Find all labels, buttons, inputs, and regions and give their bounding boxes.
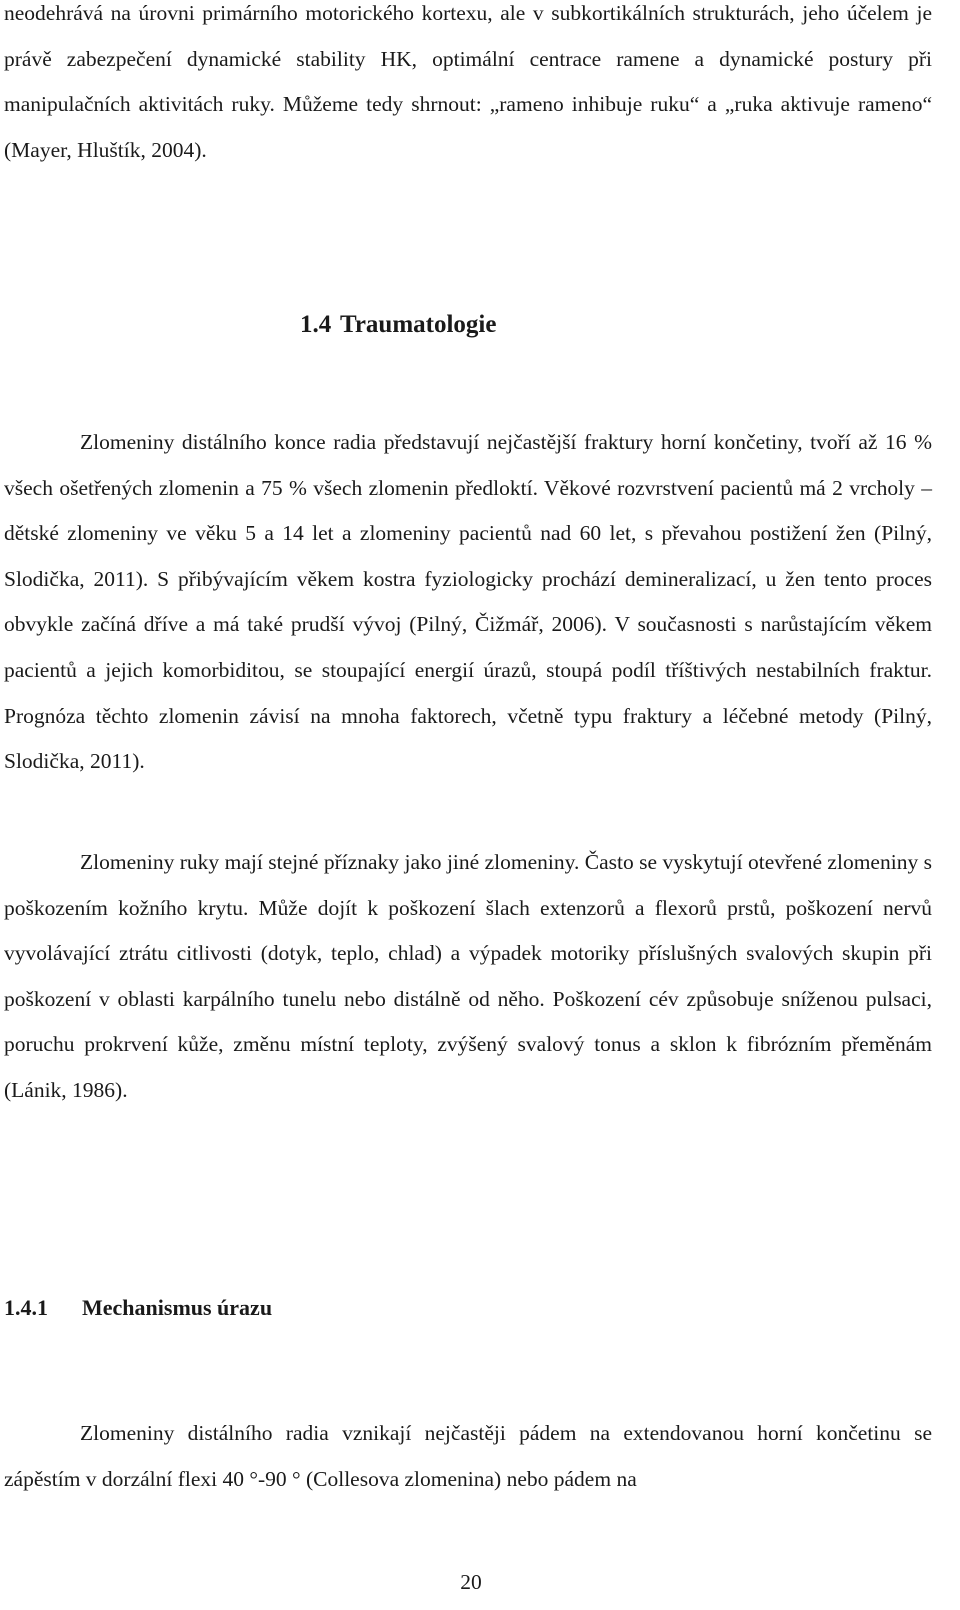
subsection-number: 1.4.1 (4, 1295, 48, 1320)
section-number: 1.4 (300, 311, 332, 338)
page-number: 20 (460, 1570, 482, 1594)
body-paragraph: Zlomeniny ruky mají stejné příznaky jako jiné zlomeniny. Často se vyskytují otevřené zlomeniny s poškozením kožního krytu. Může dojít k poškození šlach extenzorů a flexorů prstů, poškození nervů vyvolávající ztrátu citlivosti (dotyk, teplo, chlad) a výpadek motoriky příslušných svalových skupin při poškození v oblasti karpálního tunelu nebo distálně od něho. Poškození cév způsobuje sníženou pulsaci, poruchu prokrvení kůže, změnu místní teploty, zvýšený svalový tonus a sklon k fibrózním přeměnám (Lánik, 1986). (4, 850, 932, 1102)
subsection-heading (4, 1290, 272, 1326)
subsection-title: Mechanismus úrazu (82, 1295, 273, 1320)
section-title: Traumatologie (340, 311, 497, 338)
body-paragraph: Zlomeniny distálního radia vznikají nejčastěji pádem na extendovanou horní končetinu se zápěstím v dorzální flexi 40 °-90 ° (Collesova zlomenina) nebo pádem na (4, 1421, 932, 1491)
section-heading (300, 305, 496, 345)
body-paragraph: Zlomeniny distálního konce radia představují nejčastější fraktury horní končetiny, tvoří až 16 % všech ošetřených zlomenin a 75 % všech zlomenin předloktí. Věkové rozvrstvení pacientů má 2 vrcholy – dětské zlomeniny ve věku 5 a 14 let a zlomeniny pacientů nad 60 let, s převahou postižení žen (Pilný, Slodička, 2011). S přibývajícím věkem kostra fyziologicky prochází demineralizací, u žen tento proces obvykle začíná dříve a má také prudší vývoj (Pilný, Čižmář, 2006). V současnosti s narůstajícím věkem pacientů a jejich komorbiditou, se stoupající energií úrazů, stoupá podíl tříštivých nestabilních fraktur. Prognóza těchto zlomenin závisí na mnoha faktorech, včetně typu fraktury a léčebné metody (Pilný, Slodička, 2011). (4, 430, 932, 774)
intro-paragraph: neodehrává na úrovni primárního motorického kortexu, ale v subkortikálních strukturách, jeho účelem je právě zabezpečení dynamické stability HK, optimální centrace ramene a dynamické postury při manipulačních aktivitách ruky. Můžeme tedy shrnout: „rameno inhibuje ruku“ a „ruka aktivuje rameno“ (Mayer, Hluštík, 2004). (4, 1, 932, 162)
